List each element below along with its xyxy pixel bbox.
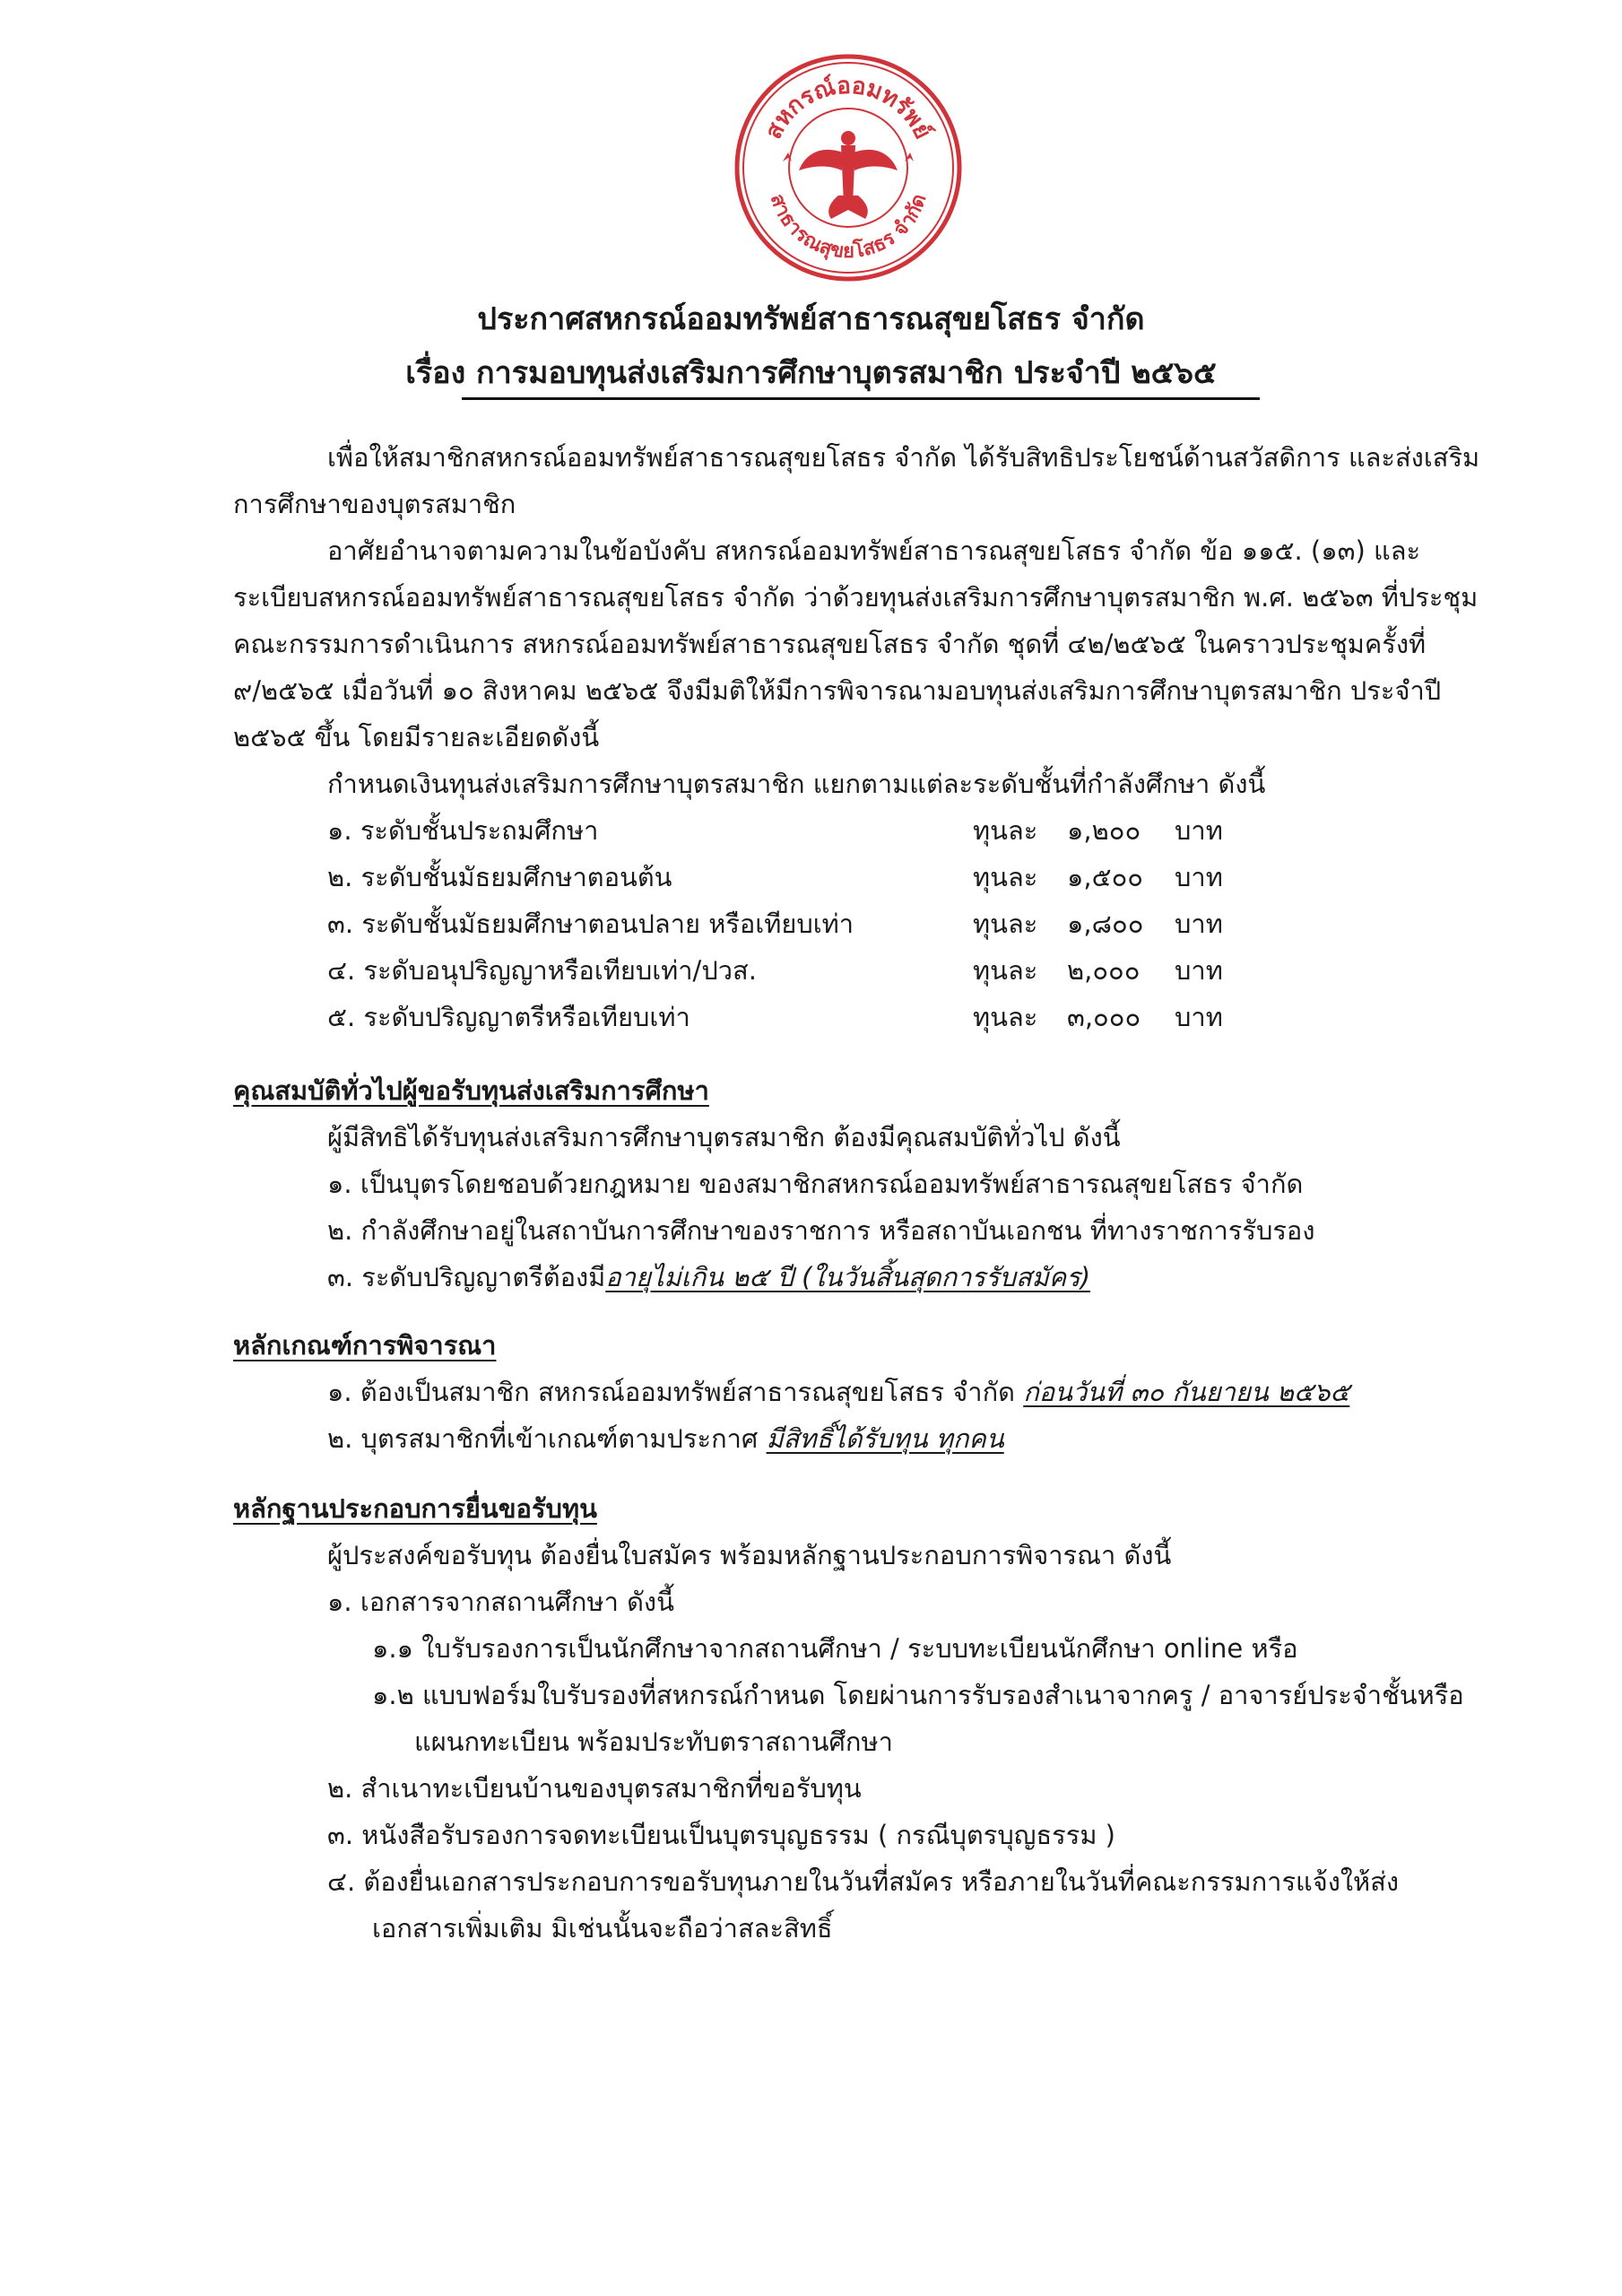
evidence-item: ๔. ต้องยื่นเอกสารประกอบการขอรับทุนภายในวันที่สมัคร หรือภายในวันที่คณะกรรมการแจ้งให้ส่ง bbox=[327, 1866, 1400, 1897]
scholarship-amount: ๒,๐๐๐ bbox=[1067, 955, 1141, 986]
scholarship-amount: ๑,๒๐๐ bbox=[1067, 815, 1141, 846]
scholarship-prefix: ทุนละ bbox=[973, 862, 1038, 892]
intro-p2-line4: ๙/๒๕๖๕ เมื่อวันที่ ๑๐ สิงหาคม ๒๕๖๕ จึงมีมติให้มีการพิจารณามอบทุนส่งเสริมการศึกษาบุตรสมาชิก ประจำปี bbox=[233, 675, 1442, 706]
scholarship-unit: บาท bbox=[1175, 955, 1223, 986]
qualification-item: ๒. กำลังศึกษาอยู่ในสถาบันการศึกษาของราชการ หรือสถาบันเอกชน ที่ทางราชการรับรอง bbox=[327, 1215, 1315, 1246]
scholarship-prefix: ทุนละ bbox=[973, 815, 1038, 846]
scholarship-unit: บาท bbox=[1175, 862, 1223, 892]
criteria-item bbox=[327, 1374, 1349, 1410]
scholarship-amount: ๑,๘๐๐ bbox=[1067, 909, 1144, 939]
criteria-heading: หลักเกณฑ์การพิจารณา bbox=[233, 1330, 497, 1361]
intro-p3: กำหนดเงินทุนส่งเสริมการศึกษาบุตรสมาชิก แยกตามแต่ละระดับชั้นที่กำลังศึกษา ดังนี้ bbox=[327, 769, 1266, 799]
announcement-subject: เรื่อง การมอบทุนส่งเสริมการศึกษาบุตรสมาชิก ประจำปี ๒๕๖๕ bbox=[405, 355, 1217, 391]
intro-p2-line1: อาศัยอำนาจตามความในข้อบังคับ สหกรณ์ออมทรัพย์สาธารณสุขยโสธร จำกัด ข้อ ๑๑๕. (๑๓) และ bbox=[327, 535, 1421, 566]
scholarship-level: ๕. ระดับปริญญาตรีหรือเทียบเท่า bbox=[327, 1002, 690, 1032]
scholarship-level: ๔. ระดับอนุปริญญาหรือเทียบเท่า/ปวส. bbox=[327, 955, 757, 986]
scholarship-amount: ๑,๕๐๐ bbox=[1067, 862, 1143, 892]
seal-text-bottom: สาธารณสุขยโสธร จำกัด bbox=[765, 191, 932, 264]
title-divider bbox=[462, 397, 1260, 400]
qualifications-intro: ผู้มีสิทธิได้รับทุนส่งเสริมการศึกษาบุตรสมาชิก ต้องมีคุณสมบัติทั่วไป ดังนี้ bbox=[327, 1122, 1121, 1152]
age-limit-emphasis: อายุไม่เกิน ๒๕ ปี (ในวันสิ้นสุดการรับสมัคร) bbox=[605, 1262, 1091, 1292]
scholarship-unit: บาท bbox=[1175, 909, 1223, 939]
scholarship-unit: บาท bbox=[1175, 815, 1223, 846]
evidence-item: ๑. เอกสารจากสถานศึกษา ดังนี้ bbox=[327, 1587, 674, 1617]
scholarship-prefix: ทุนละ bbox=[973, 909, 1038, 939]
deadline-emphasis: ก่อนวันที่ ๓๐ กันยายน ๒๕๖๕ bbox=[1023, 1377, 1350, 1407]
criteria-item bbox=[327, 1421, 1004, 1457]
evidence-subitem: ๑.๑ ใบรับรองการเป็นนักศึกษาจากสถานศึกษา / ระบบทะเบียนนักศึกษา online หรือ bbox=[372, 1633, 1298, 1664]
intro-p2-line5: ๒๕๖๕ ขึ้น โดยมีรายละเอียดดังนี้ bbox=[233, 722, 600, 752]
cooperative-seal-icon bbox=[733, 52, 964, 283]
eligibility-emphasis: มีสิทธิ์ได้รับทุน ทุกคน bbox=[766, 1423, 1004, 1454]
seal-text-top: สหกรณ์ออมทรัพย์ bbox=[759, 72, 937, 144]
evidence-item: ๓. หนังสือรับรองการจดทะเบียนเป็นบุตรบุญธรรม ( กรณีบุตรบุญธรรม ) bbox=[327, 1820, 1115, 1850]
announcement-title: ประกาศสหกรณ์ออมทรัพย์สาธารณสุขยโสธร จำกัด bbox=[477, 301, 1145, 337]
intro-p1-line2: การศึกษาของบุตรสมาชิก bbox=[233, 489, 516, 519]
evidence-subitem-cont: แผนกทะเบียน พร้อมประทับตราสถานศึกษา bbox=[414, 1726, 893, 1757]
evidence-item: ๒. สำเนาทะเบียนบ้านของบุตรสมาชิกที่ขอรับทุน bbox=[327, 1773, 862, 1804]
scholarship-level: ๒. ระดับชั้นมัธยมศึกษาตอนต้น bbox=[327, 862, 672, 892]
evidence-intro: ผู้ประสงค์ขอรับทุน ต้องยื่นใบสมัคร พร้อมหลักฐานประกอบการพิจารณา ดังนี้ bbox=[327, 1540, 1172, 1570]
intro-p2-line2: ระเบียบสหกรณ์ออมทรัพย์สาธารณสุขยโสธร จำกัด ว่าด้วยทุนส่งเสริมการศึกษาบุตรสมาชิก พ.ศ. ๒๕๖๓ ที่ประชุม bbox=[233, 582, 1479, 613]
evidence-subitem: ๑.๒ แบบฟอร์มใบรับรองที่สหกรณ์กำหนด โดยผ่านการรับรองสำเนาจากครู / อาจารย์ประจำชั้นหรือ bbox=[372, 1680, 1464, 1710]
qualification-item: ๑. เป็นบุตรโดยชอบด้วยกฎหมาย ของสมาชิกสหกรณ์ออมทรัพย์สาธารณสุขยโสธร จำกัด bbox=[327, 1169, 1304, 1199]
qualification-item3-text: ๓. ระดับปริญญาตรีต้องมี bbox=[327, 1262, 606, 1292]
criteria-item2-text: ๒. บุตรสมาชิกที่เข้าเกณฑ์ตามประกาศ bbox=[327, 1423, 767, 1454]
scholarship-amount: ๓,๐๐๐ bbox=[1067, 1002, 1141, 1032]
evidence-item-cont: เอกสารเพิ่มเติม มิเช่นนั้นจะถือว่าสละสิทธิ์ bbox=[372, 1913, 833, 1944]
qualifications-heading: คุณสมบัติทั่วไปผู้ขอรับทุนส่งเสริมการศึกษา bbox=[233, 1075, 709, 1106]
intro-p2-line3: คณะกรรมการดำเนินการ สหกรณ์ออมทรัพย์สาธารณสุขยโสธร จำกัด ชุดที่ ๔๒/๒๕๖๕ ในคราวประชุมครั้งที่ bbox=[233, 629, 1427, 659]
qualification-item bbox=[327, 1259, 1090, 1295]
scholarship-level: ๓. ระดับชั้นมัธยมศึกษาตอนปลาย หรือเทียบเท่า bbox=[327, 909, 854, 939]
scholarship-prefix: ทุนละ bbox=[973, 955, 1038, 986]
criteria-item1-text: ๑. ต้องเป็นสมาชิก สหกรณ์ออมทรัพย์สาธารณสุขยโสธร จำกัด bbox=[327, 1377, 1024, 1407]
scholarship-prefix: ทุนละ bbox=[973, 1002, 1038, 1032]
scholarship-unit: บาท bbox=[1175, 1002, 1223, 1032]
intro-p1-line1: เพื่อให้สมาชิกสหกรณ์ออมทรัพย์สาธารณสุขยโสธร จำกัด ได้รับสิทธิประโยชน์ด้านสวัสดิการ และส่งเสริม bbox=[327, 442, 1480, 473]
scholarship-level: ๑. ระดับชั้นประถมศึกษา bbox=[327, 815, 599, 846]
evidence-heading: หลักฐานประกอบการยื่นขอรับทุน bbox=[233, 1493, 597, 1524]
